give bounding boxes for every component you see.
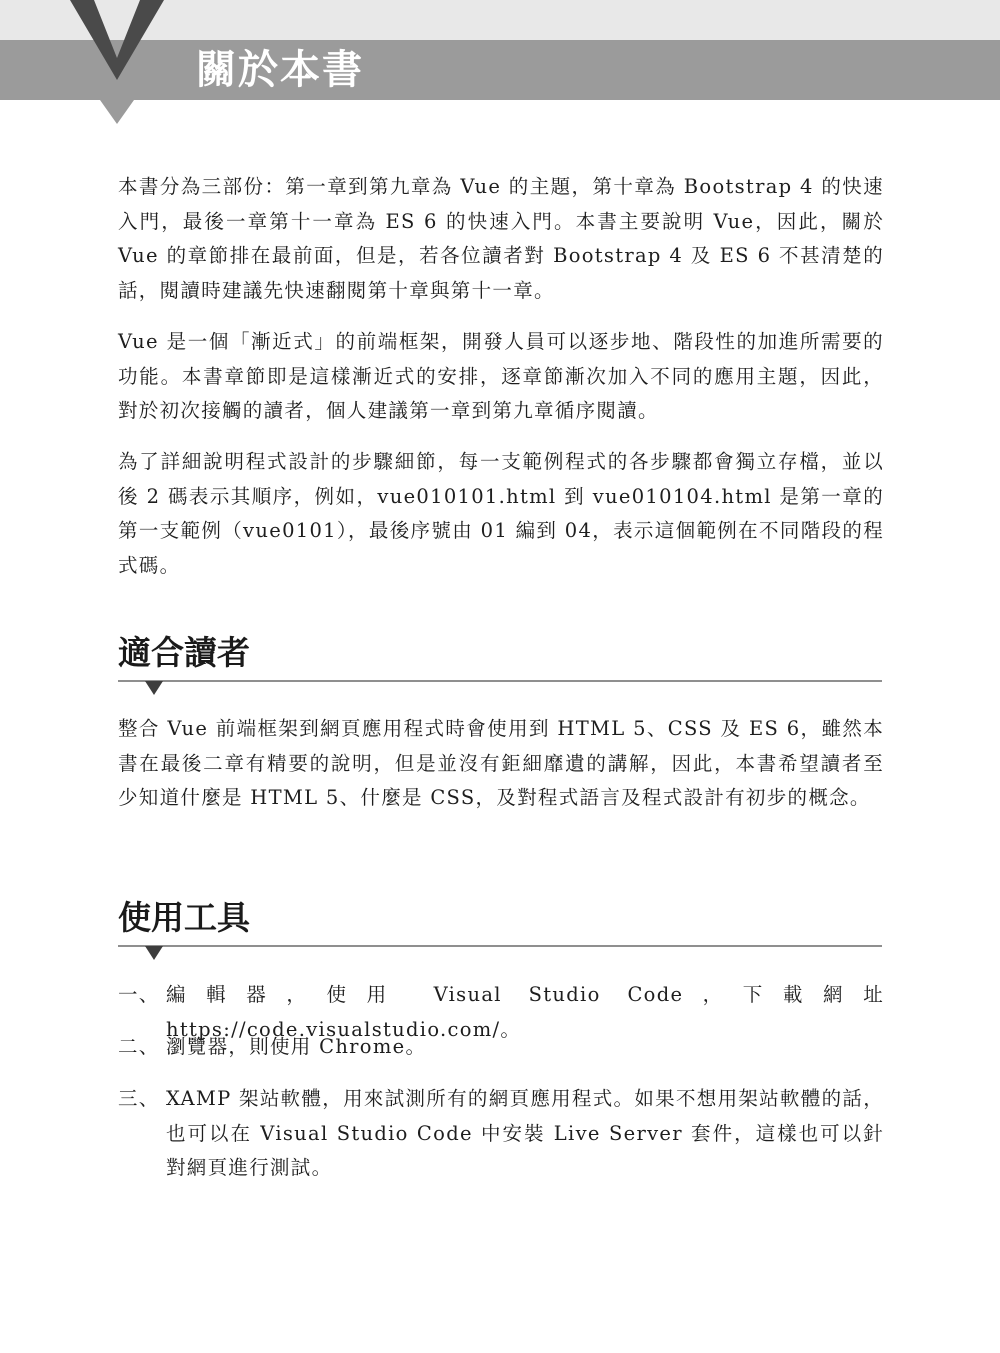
tools-heading: 使用工具	[118, 898, 250, 937]
tools-list-item	[118, 1082, 884, 1186]
intro-paragraph-3: 為了詳細說明程式設計的步驟細節，每一支範例程式的各步驟都會獨立存檔，並以後 2 碼表示其順序，例如，vue010101.html 到 vue010104.html 是第一章的第一支範例（vue0101），最後序號由 01 編到 04，表示這個範例在不同階段的程式碼。	[118, 450, 884, 577]
list-item-text: XAMP 架站軟體，用來試測所有的網頁應用程式。如果不想用架站軟體的話，也可以在 Visual Studio Code 中安裝 Live Server 套件，這樣也可以針對網頁進行測試。	[166, 1087, 884, 1179]
list-item-number: 一、	[118, 983, 160, 1006]
list-item-text: 瀏覽器，則使用 Chrome。	[166, 1035, 427, 1058]
tools-marker-icon	[145, 946, 163, 960]
title-pointer-icon	[100, 100, 134, 124]
tools-rule	[118, 945, 882, 947]
list-item-number: 二、	[118, 1035, 160, 1058]
intro-paragraph-1: 本書分為三部份：第一章到第九章為 Vue 的主題，第十章為 Bootstrap 4 的快速入門，最後一章第十一章為 ES 6 的快速入門。本書主要說明 Vue，因此，關於 Vue 的章節排在最前面，但是，若各位讀者對 Bootstrap 4 及 ES 6 不甚清楚的話，閱讀時建議先快速翻閱第十章與第十一章。	[118, 175, 884, 302]
v-logo-icon	[70, 0, 164, 80]
tools-list-item	[118, 1030, 884, 1065]
audience-rule	[118, 680, 882, 682]
page-title: 關於本書	[196, 47, 364, 93]
list-item-number: 三、	[118, 1087, 160, 1110]
audience-marker-icon	[145, 681, 163, 695]
intro-paragraph-2: Vue 是一個「漸近式」的前端框架，開發人員可以逐步地、階段性的加進所需要的功能。本書章節即是這樣漸近式的安排，逐章節漸次加入不同的應用主題，因此，對於初次接觸的讀者，個人建議第一章到第九章循序閱讀。	[118, 330, 884, 422]
audience-paragraph: 整合 Vue 前端框架到網頁應用程式時會使用到 HTML 5、CSS 及 ES 6，雖然本書在最後二章有精要的說明，但是並沒有鉅細靡遺的講解，因此，本書希望讀者至少知道什麼是 HTML 5、什麼是 CSS，及對程式語言及程式設計有初步的概念。	[118, 717, 884, 809]
audience-heading: 適合讀者	[118, 633, 250, 672]
list-item-text: 編輯器，使用 Visual Studio Code，下載網址 https://code.visualstudio.com/。	[166, 983, 884, 1041]
